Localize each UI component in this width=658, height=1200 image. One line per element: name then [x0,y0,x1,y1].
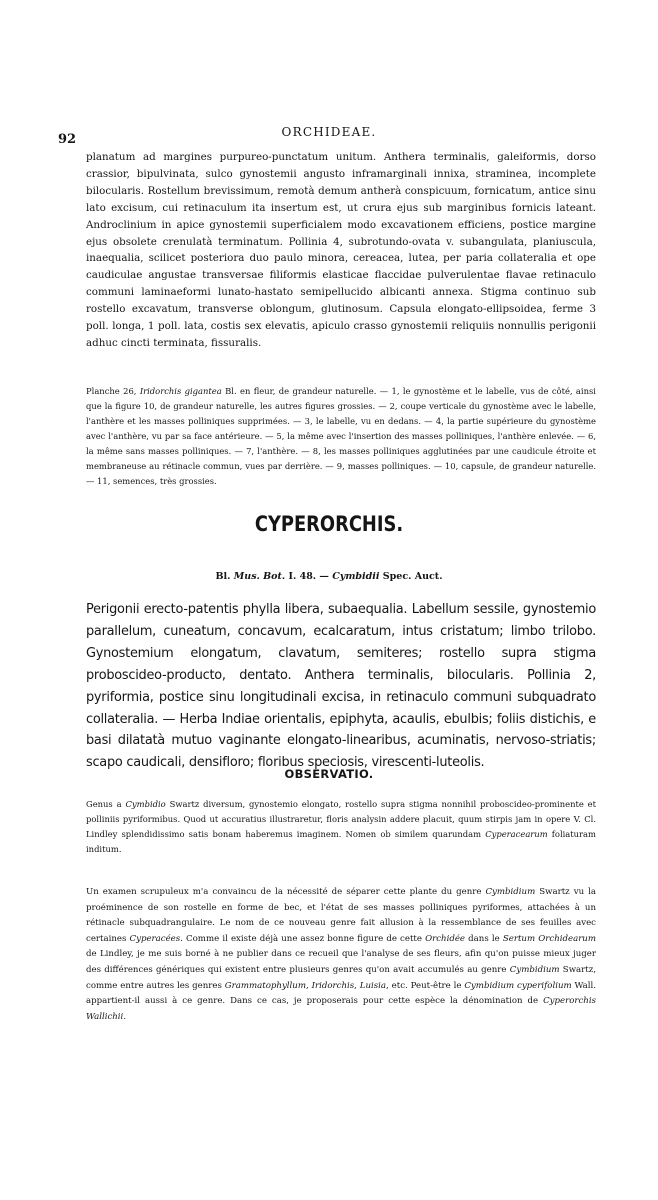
obs-seg-italic: Cyperacearum [485,829,548,839]
obs-seg: Swartz diversum, gynostemio elongato, rostello supra stigma nonnihil proboscideo-prominente et polliniis pyriformibus. Quod ut accuratius illustraretur, floris analysin addere placuit, quum stirpis jam in opere V. Cl. Lindley splendidissimo satis bonam haberemus imaginem. Nomen ob similem quarundam [86,799,596,839]
french-note [86,885,596,1025]
genus-ref-page: I. 48. — [285,571,333,582]
note-seg-italic: Orchidée [425,933,466,944]
genus-ref-synonym: Cymbidii [332,571,380,582]
genus-title: CYPERORCHIS. [254,512,404,536]
note-seg-italic: Sertum Orchidearum [502,933,596,944]
obs-seg: Genus a [86,799,126,809]
plate-caption [86,384,596,489]
page-number: 92 [58,132,77,147]
note-seg: Swartz vu la proéminence de son rostelle en forme de bec, et l'état de ses masses polliniques pyriformes, attachées à un rétinacle subquadrangulaire. Le nom de ce nouveau genre fait allusion à la ressemblance de ses feuilles avec certaines [86,887,596,944]
observatio-text [86,797,596,857]
note-seg-italic: Cyperacées [129,933,181,944]
obs-seg-italic: Cymbidio [125,799,166,809]
obs-seg: foliaturam inditum. [86,829,596,854]
genus-reference [0,571,658,582]
plate-caption-species: Iridorchis gigantea [139,386,222,396]
note-seg: . Comme il existe déjà une assez bonne figure de cette [180,933,426,944]
observatio-title: OBSERVATIO. [284,767,374,781]
continued-description: planatum ad margines purpureo-punctatum unitum. Anthera terminalis, galeiformis, dorso crassior, bipulvinata, sulco gynostemii angusto inframarginali innixa, straminea, incomplete bilocularis. Rostellum brevissimum, remotà demum antherà conspicuum, fornicatum, antice sinu lato excisum, cui retinaculum ita insertum est, ut crura ejus sub marginibus fornicis lateant. Androclinium in apice gynostemii superficialem modo excavationem efficiens, postice margine ejus obsolete crenulatà terminatum. Pollinia 4, subrotundo-ovata v. subangulata, planiuscula, inaequalia, scilicet posteriora duo paulo minora, cereacea, lutea, per paria collateralia et ope caudiculae angustae transversae filiformis elasticae flaccidae pulverulentae flavae retinaculo communi laminaeformi lunato-hastato semipellucido albicanti annexa. Stigma continuo sub rostello excavatum, transverse oblongum, glutinosum. Capsula elongato-ellipsoidea, ferme 3 poll. longa, 1 poll. lata, costis sex elevatis, apiculo crasso gynostemii reliquiis nonnullis perigonii adhuc cincti terminata, fissuralis. [86,151,596,349]
note-seg: de Lindley, je me suis borné à ne publier dans ce recueil que l'analyse de ses fleurs, afin qu'on puisse mieux juger des différences génériques qui existent entre plusieurs genres qu'on avait accumulés au genre [86,949,596,975]
note-seg-italic: Cymbidium [485,887,536,897]
note-seg: Wall. appartient-il aussi à ce genre. Dans ce cas, je proposerais pour cette espèce la dénomination de [86,980,596,1007]
note-seg-italic: Cymbidium [509,964,560,975]
note-seg-italic: Cymbidium cyperifolium [464,980,572,991]
note-seg-italic: Cyperorchis Wallichii [86,996,596,1022]
note-seg: Un examen scrupuleux m'a convaincu de la nécessité de séparer cette plante du genre [86,887,486,897]
note-seg-italic: Grammatophyllum, Iridorchis, Luisia [224,980,387,991]
genus-ref-author: Bl. [215,571,234,582]
genus-diagnosis: Perigonii erecto-patentis phylla libera, subaequalia. Labellum sessile, gynostemio parallelum, cuneatum, concavum, ecalcaratum, intus cristatum; limbo trilobo. Gynostemium elongatum, clavatum, semiteres; rostello supra stigma proboscideo-producto, dentato. Anthera terminalis, bilocularis. Pollinia 2, pyriformia, postice sinu longitudinali excisa, in retinaculo communi subquadrato collateralia. — Herba Indiae orientalis, epiphyta, acaulis, ebulbis; foliis distichis, e basi dilatatà mutuo vaginante elongato-linearibus, acuminatis, nervoso-striatis; scapo caudicali, densifloro; floribus speciosis, virescenti-luteolis. [86,602,596,771]
running-head: ORCHIDEAE. [281,125,377,139]
note-seg: , etc. Peut-être le [386,980,465,991]
note-seg: dans le [465,933,503,944]
note-seg: . [123,1011,127,1022]
genus-ref-work: Mus. Bot. [233,571,286,582]
plate-caption-text: Bl. en fleur, de grandeur naturelle. — 1, le gynostème et le labelle, vus de côté, ainsi que la figure 10, de grandeur naturelle, les autres figures grossies. — 2, coupe verticale du gynostème avec le labelle, l'anthère et les masses polliniques supprimées. — 3, le labelle, vu en dedans. — 4, la partie supérieure du gynostème avec l'anthère, vu par sa face antérieure. — 5, la même avec l'insertion des masses polliniques, l'anthère enlevée. — 6, la même sans masses polliniques. — 7, l'anthère. — 8, les masses polliniques agglutinées par une caudicule étroite et membraneuse au rétinacle commun, vues par derrière. — 9, masses polliniques. — 10, capsule, de grandeur naturelle. — 11, semences, très grossies. [86,386,596,486]
genus-ref-synonym-rest: Spec. Auct. [379,571,443,582]
note-seg: Swartz, comme entre autres les genres [86,964,596,991]
plate-caption-lead: Planche 26, [86,386,140,396]
